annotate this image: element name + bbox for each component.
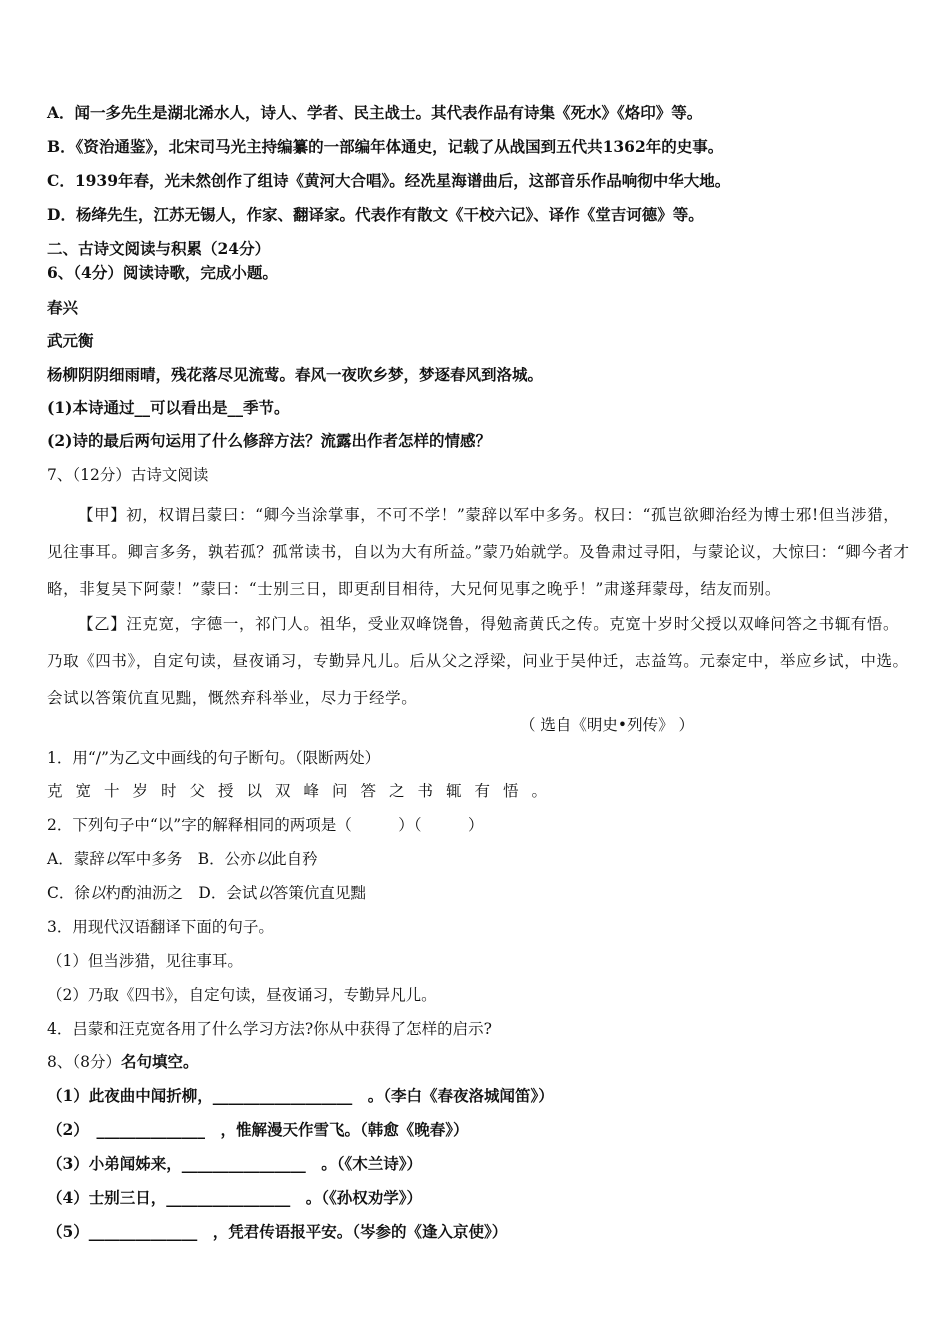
option-text: 答策伉直见黜 — [272, 884, 366, 902]
fill-blank-1: （1）此夜曲中闻折柳，__________________ 。（李白《春夜洛城闻笛》） — [47, 1086, 554, 1105]
highlighted-char: 以 — [255, 850, 272, 868]
question-7-2-options-ab — [47, 848, 910, 870]
option-text: C．徐 — [47, 884, 90, 902]
question-7-heading: 7、（12分）古诗文阅读 — [47, 466, 209, 484]
highlighted-char: 以 — [89, 884, 106, 902]
section-heading: 二、古诗文阅读与积累（24分） — [47, 239, 271, 258]
fill-blank-3: （3）小弟闻姊来，________________ 。（《木兰诗》） — [47, 1154, 423, 1173]
passage-yi: 【乙】汪克宽，字德一，祁门人。祖华，受业双峰饶鲁，得勉斋黄氏之传。克宽十岁时父授以双峰问答之书辄有悟。乃取《四书》，自定句读，昼夜诵习，专勤异凡儿。后从父之浮梁，问业于吴仲迁，志益笃。元泰定中，举应乡试，中选。会试以答策伉直见黜，慨然弃科举业，尽力于经学。 — [47, 615, 909, 707]
question-7-2-options-cd — [47, 882, 910, 904]
highlighted-char: 以 — [104, 850, 121, 868]
question-7-4: 4．吕蒙和汪克宽各用了什么学习方法?你从中获得了怎样的启示? — [47, 1020, 492, 1038]
question-7-1-sentence: 克宽十岁时父授以双峰问答之书辄有悟。 — [47, 782, 561, 800]
question-6-2: (2)诗的最后两句运用了什么修辞方法？流露出作者怎样的情感？ — [47, 431, 491, 450]
question-7-3: 3．用现代汉语翻译下面的句子。 — [47, 918, 274, 936]
fill-blank-2: （2） ______________ ，惟解漫天作雪飞。（韩愈《晚春》） — [47, 1120, 469, 1139]
question-7-1: 1．用“/”为乙文中画线的句子断句。（限断两处） — [47, 749, 381, 767]
option-text: A．蒙辞 — [47, 850, 105, 868]
poem-text: 杨柳阴阴细雨晴，残花落尽见流莺。春风一夜吹乡梦，梦逐春风到洛城。 — [47, 365, 544, 384]
question-8-score: 8、（8分） — [47, 1053, 121, 1071]
option-text: 杓酌油沥之 D．会试 — [105, 884, 258, 902]
option-c: C．1939年春，光未然创作了组诗《黄河大合唱》。经冼星海谱曲后，这部音乐作品响彻中华大地。 — [47, 171, 731, 190]
option-text: 此自矜 — [271, 850, 318, 868]
question-7-3-1: （1）但当涉猎，见往事耳。 — [47, 952, 243, 970]
question-7-2: 2．下列句子中“以”字的解释相同的两项是（ ）（ ） — [47, 816, 484, 834]
question-6-heading: 6、（4分）阅读诗歌，完成小题。 — [47, 263, 278, 282]
option-text: 军中多务 B．公亦 — [120, 850, 256, 868]
passage-jia: 【甲】初，权谓吕蒙曰：“卿今当涂掌事，不可不学！”蒙辞以军中多务。权曰：“孤岂欲卿治经为博士邪!但当涉猎，见往事耳。卿言多务，孰若孤？孤常读书，自以为大有所益。”蒙乃始就学。及鲁肃过寻阳，与蒙论议，大惊曰：“卿今者才略，非复吴下阿蒙！”蒙曰：“士别三日，即更刮目相待，大兄何见事之晚乎！”肃遂拜蒙母，结友而别。 — [47, 506, 910, 598]
fill-blank-5: （5）______________ ，凭君传语报平安。（岑参的《逢入京使》） — [47, 1222, 508, 1241]
question-8-title: 名句填空。 — [120, 1052, 199, 1071]
option-d: D．杨绛先生，江苏无锡人，作家、翻译家。代表作有散文《干校六记》、译作《堂吉诃德》等。 — [47, 205, 704, 224]
poem-title: 春兴 — [47, 298, 79, 317]
question-8-heading — [47, 1051, 910, 1073]
option-b: B．《资治通鉴》，北宋司马光主持编纂的一部编年体通史，记载了从战国到五代共1362年的史事。 — [47, 137, 724, 156]
question-6-1: (1)本诗通过__可以看出是__季节。 — [47, 398, 290, 417]
poem-author: 武元衡 — [47, 331, 94, 350]
fill-blank-4: （4）士别三日，________________ 。（《孙权劝学》） — [47, 1188, 423, 1207]
option-a: A．闻一多先生是湖北浠水人，诗人、学者、民主战士。其代表作品有诗集《死水》《烙印》等。 — [47, 103, 703, 122]
highlighted-char: 以 — [257, 884, 273, 902]
question-7-3-2: （2）乃取《四书》，自定句读，昼夜诵习，专勤异凡儿。 — [47, 986, 437, 1004]
passage-source: （ 选自《明史•列传》 ） — [520, 716, 694, 734]
